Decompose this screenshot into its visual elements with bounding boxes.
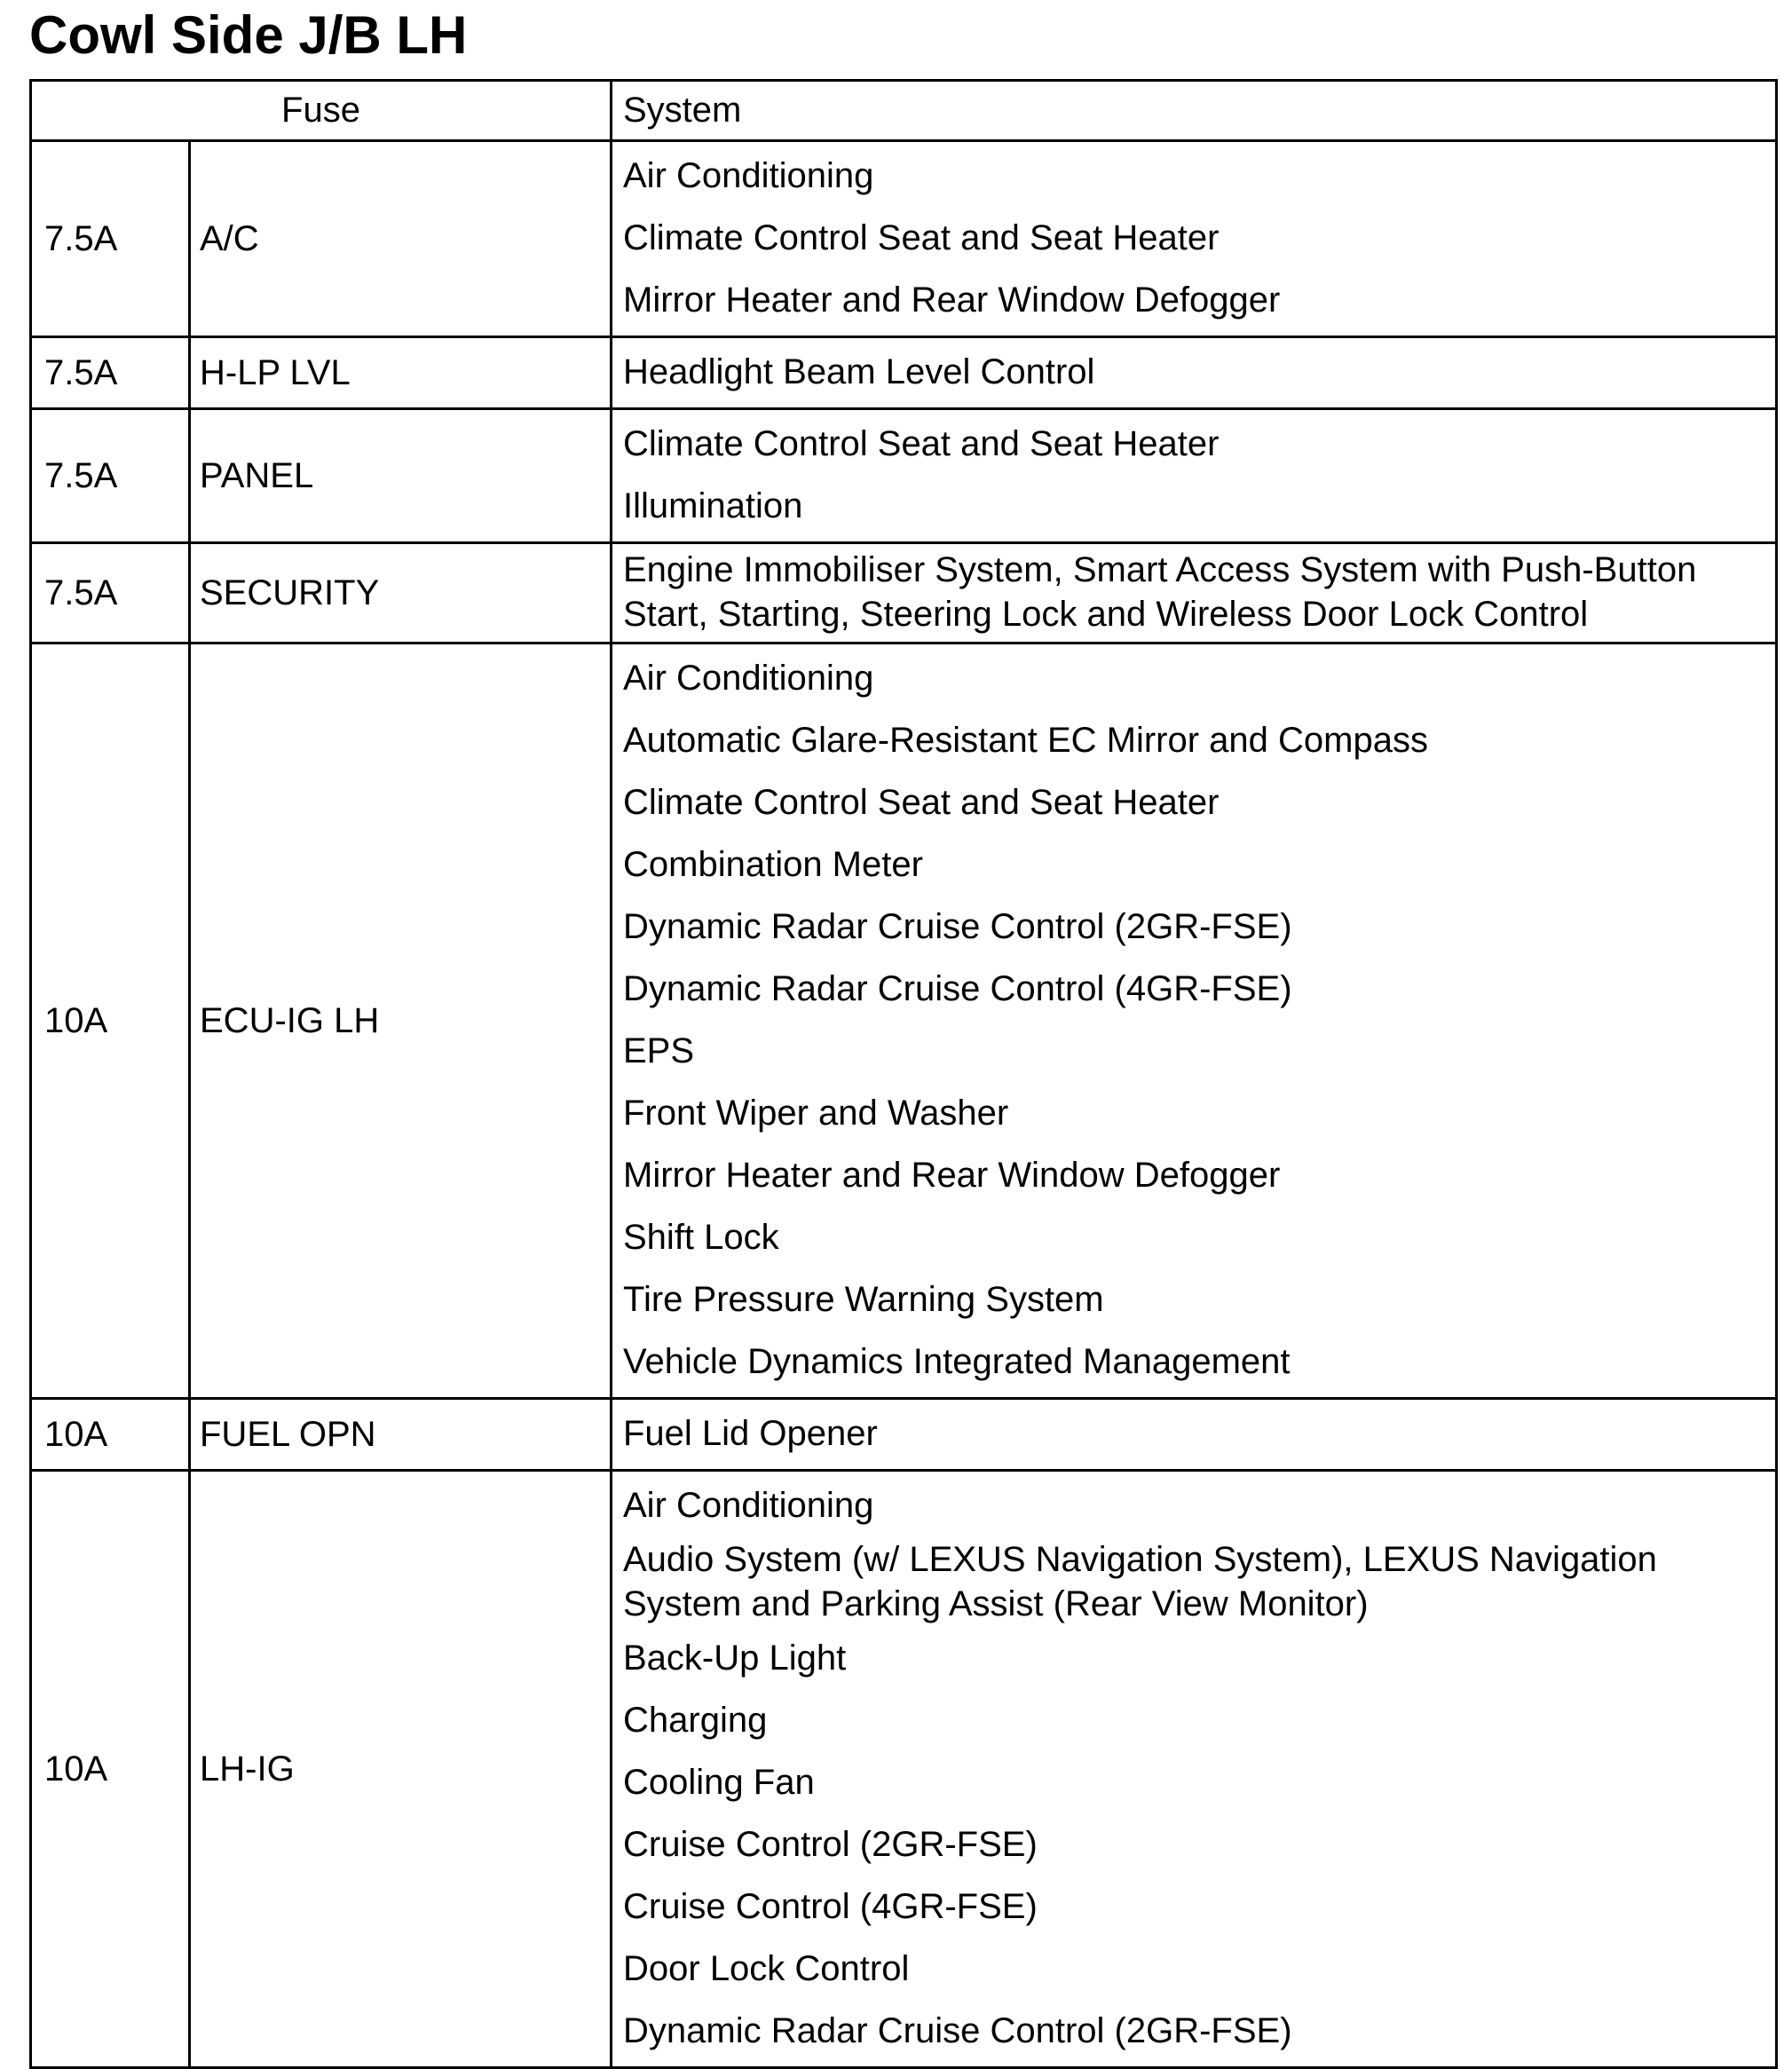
system-item: Climate Control Seat and Seat Heater	[623, 424, 1220, 463]
fuse-table-body	[31, 141, 1777, 2068]
system-item: Tire Pressure Warning System	[623, 1280, 1104, 1319]
table-row	[31, 644, 1777, 1399]
fuse-name: LH-IG	[190, 1471, 612, 2068]
fuse-amperage: 7.5A	[31, 337, 190, 409]
system-item: Air Conditioning	[623, 659, 874, 698]
system-item: Back-Up Light	[623, 1639, 847, 1678]
system-item: Dynamic Radar Cruise Control (2GR-FSE)	[623, 2011, 1292, 2050]
fuse-amperage: 10A	[31, 1399, 190, 1471]
system-item: Dynamic Radar Cruise Control (4GR-FSE)	[623, 969, 1292, 1008]
table-row	[31, 337, 1777, 409]
system-column-header: System	[612, 81, 1777, 141]
fuse-name: SECURITY	[190, 543, 612, 644]
system-item: Door Lock Control	[623, 1949, 910, 1988]
table-row	[31, 141, 1777, 337]
system-list	[612, 409, 1777, 543]
system-item: Combination Meter	[623, 845, 923, 884]
fuse-amperage: 7.5A	[31, 543, 190, 644]
system-item: EPS	[623, 1031, 695, 1070]
system-item: Cruise Control (4GR-FSE)	[623, 1887, 1038, 1926]
table-row	[31, 409, 1777, 543]
system-item: Mirror Heater and Rear Window Defogger	[623, 280, 1281, 320]
system-item: Climate Control Seat and Seat Heater	[623, 783, 1220, 822]
table-row	[31, 543, 1777, 644]
system-list	[612, 1471, 1777, 2068]
system-item: Charging	[623, 1701, 768, 1740]
table-row	[31, 1399, 1777, 1471]
table-row	[31, 1471, 1777, 2068]
fuse-name: PANEL	[190, 409, 612, 543]
fuse-amperage: 7.5A	[31, 141, 190, 337]
header-row	[31, 81, 1777, 141]
fuse-table	[29, 79, 1778, 2069]
system-item: Shift Lock	[623, 1218, 779, 1257]
fuse-name: ECU-IG LH	[190, 644, 612, 1399]
system-item: Cruise Control (2GR-FSE)	[623, 1825, 1038, 1864]
system-item: Headlight Beam Level Control	[623, 352, 1095, 391]
system-item: Cooling Fan	[623, 1763, 815, 1802]
system-item: Climate Control Seat and Seat Heater	[623, 218, 1220, 257]
system-list	[612, 1399, 1777, 1471]
system-list	[612, 337, 1777, 409]
system-list	[612, 644, 1777, 1399]
system-item: Mirror Heater and Rear Window Defogger	[623, 1156, 1281, 1195]
fuse-name: H-LP LVL	[190, 337, 612, 409]
system-item: Illumination	[623, 486, 803, 525]
fuse-amperage: 7.5A	[31, 409, 190, 543]
system-item: Vehicle Dynamics Integrated Management	[623, 1342, 1291, 1381]
system-item: Air Conditioning	[623, 1486, 874, 1525]
fuse-column-header: Fuse	[31, 81, 612, 141]
system-item: Engine Immobiliser System, Smart Access System with Push-Button Start, Starting, Steering Lock and Wireless Door Lock Control	[623, 550, 1697, 634]
fuse-name: A/C	[190, 141, 612, 337]
fuse-amperage: 10A	[31, 644, 190, 1399]
page-title: Cowl Side J/B LH	[29, 5, 468, 65]
system-item: Dynamic Radar Cruise Control (2GR-FSE)	[623, 907, 1292, 946]
system-item: Air Conditioning	[623, 156, 874, 195]
fuse-name: FUEL OPN	[190, 1399, 612, 1471]
system-list	[612, 543, 1777, 644]
system-list	[612, 141, 1777, 337]
system-item: Fuel Lid Opener	[623, 1414, 878, 1453]
system-item: Automatic Glare-Resistant EC Mirror and Compass	[623, 721, 1428, 760]
fuse-amperage: 10A	[31, 1471, 190, 2068]
system-item: Front Wiper and Washer	[623, 1094, 1009, 1133]
system-item: Audio System (w/ LEXUS Navigation System), LEXUS Navigation System and Parking Assist (Rear View Monitor)	[623, 1540, 1657, 1623]
